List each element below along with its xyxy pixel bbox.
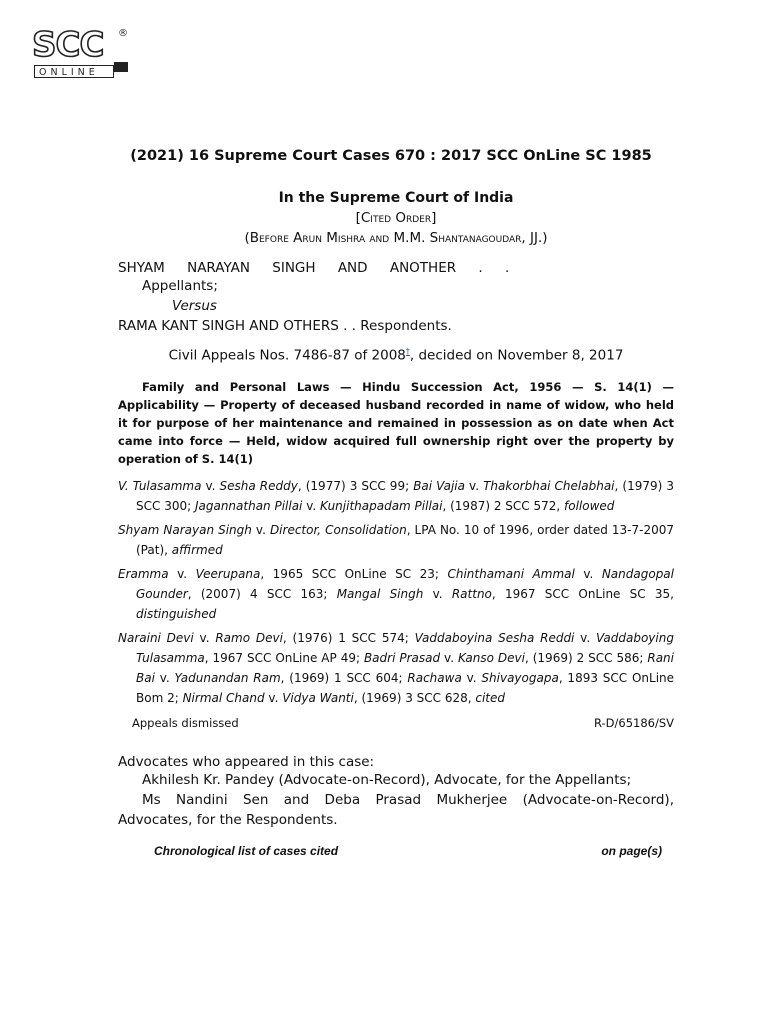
chrono-label: Chronological list of cases cited bbox=[154, 843, 339, 858]
case-entry: V. Tulasamma v. Sesha Reddy, (1977) 3 SCC 99; Bai Vajia v. Thakorbhai Chelabhai, (1979) 3 SCC 300; Jagannathan Pillai v. Kunjithapadam Pillai, (1987) 2 SCC 572, followed bbox=[118, 478, 674, 513]
appeal-prefix: Civil Appeals Nos. 7486-87 of 2008 bbox=[168, 347, 406, 364]
chronological-list-header bbox=[118, 844, 674, 858]
advocate-entry: Akhilesh Kr. Pandey (Advocate-on-Record), Advocate, for the Appellants; bbox=[142, 771, 632, 788]
case-entry: Naraini Devi v. Ramo Devi, (1976) 1 SCC 574; Vaddaboyina Sesha Reddi v. Vaddaboying Tulasamma, 1967 SCC OnLine AP 49; Badri Prasad v. Kanso Devi, (1969) 2 SCC 586; Rani Bai v. Yadunandan Ram, (1969) 1 SCC 604; Rachawa v. Shivayogapa, 1893 SCC OnLine Bom 2; Nirmal Chand v. Vidya Wanti, (1969) 3 SCC 628, cited bbox=[118, 630, 675, 705]
footnote-link[interactable]: † bbox=[405, 347, 410, 356]
cited-order: [Cited Order] bbox=[355, 210, 437, 226]
logo-flag-icon bbox=[114, 62, 128, 72]
scc-online-logo bbox=[32, 25, 128, 82]
outcome: Appeals dismissed bbox=[132, 715, 239, 730]
advocate-entry: Ms Nandini Sen and Deba Prasad Mukherjee (Advocate-on-Record), Advocates, for the Respondents. bbox=[118, 791, 674, 828]
case-entry: Eramma v. Veerupana, 1965 SCC OnLine SC 23; Chinthamani Ammal v. Nandagopal Gounder, (2007) 4 SCC 163; Mangal Singh v. Rattno, 1967 SCC OnLine SC 35, distinguished bbox=[118, 566, 674, 621]
court-name: In the Supreme Court of India bbox=[278, 190, 514, 206]
advocates-heading: Advocates who appeared in this case: bbox=[118, 753, 375, 770]
appellants-name: SHYAM NARAYAN SINGH AND ANOTHER . . bbox=[118, 260, 510, 276]
appeal-number bbox=[118, 342, 674, 366]
case-entry: Shyam Narayan Singh v. Director, Consolidation, LPA No. 10 of 1996, order dated 13-7-2007 (Pat), affirmed bbox=[118, 522, 674, 557]
cases-list bbox=[118, 476, 674, 708]
headnote: Family and Personal Laws — Hindu Succession Act, 1956 — S. 14(1) — Applicability — Property of deceased husband recorded in name of widow, who held it for purpose of her maintenance and remained in possession as on date when Act came into force — Held, widow acquired full ownership right over the property by operation of S. 14(1) bbox=[118, 379, 674, 466]
registered-mark: ® bbox=[118, 28, 128, 39]
respondents: RAMA KANT SINGH AND OTHERS . . Respondents. bbox=[118, 318, 452, 334]
appeal-suffix: , decided on November 8, 2017 bbox=[409, 347, 624, 364]
page-label: on page(s) bbox=[601, 843, 662, 858]
versus: Versus bbox=[172, 298, 217, 314]
bench: (Before Arun Mishra and M.M. Shantanagoudar, JJ.) bbox=[244, 230, 548, 246]
logo-subtitle: ONLINE bbox=[34, 65, 114, 78]
document-body bbox=[118, 148, 674, 858]
outcome-line bbox=[118, 716, 674, 730]
case-citation: (2021) 16 Supreme Court Cases 670 : 2017 SCC OnLine SC 1985 bbox=[130, 148, 652, 164]
logo-mark: SCC bbox=[32, 25, 104, 65]
reference-code: R-D/65186/SV bbox=[593, 715, 674, 730]
appellants-role: Appellants; bbox=[142, 278, 218, 294]
